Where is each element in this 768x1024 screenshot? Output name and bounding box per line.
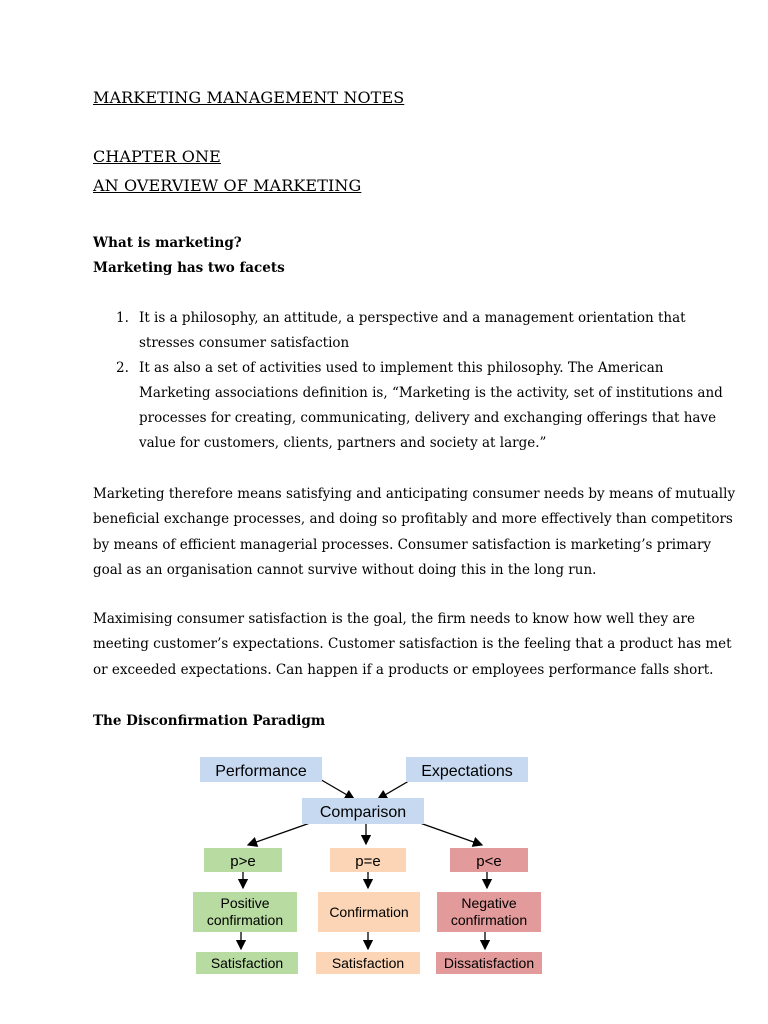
- question-heading: What is marketing?: [93, 235, 242, 251]
- negative-label: Negative: [461, 895, 517, 911]
- confirmation-label: Confirmation: [329, 904, 409, 920]
- positive-label: Positive: [220, 895, 270, 911]
- performance-label: Performance: [215, 763, 307, 780]
- negative-confirmation-label: confirmation: [450, 912, 528, 928]
- paragraph-marketing-definition: [93, 482, 736, 583]
- list-line: value for customers, clients, partners and society at large.”: [139, 435, 547, 451]
- p-equal-e-label: p=e: [355, 853, 381, 870]
- diagram-heading: The Disconfirmation Paradigm: [93, 713, 326, 729]
- paragraph-line: meeting customer’s expectations. Customer satisfaction is the feeling that a product has met: [93, 636, 732, 653]
- paragraph-line: by means of efficient managerial processes. Consumer satisfaction is marketing’s primary: [93, 536, 712, 553]
- chapter-label: CHAPTER ONE: [93, 147, 221, 166]
- arrow-performance-comparison: [318, 778, 354, 799]
- paragraph-line: Marketing therefore means satisfying and anticipating consumer needs by means of mutually: [93, 486, 736, 502]
- paragraph-consumer-satisfaction: [93, 607, 732, 683]
- list-line: Marketing associations definition is, “Marketing is the activity, set of institutions and: [139, 385, 723, 401]
- list-line: processes for creating, communicating, delivery and exchanging offerings that have: [139, 410, 717, 426]
- paragraph-line: beneficial exchange processes, and doing so profitably and more effectively than competitors: [93, 511, 733, 528]
- list-line: stresses consumer satisfaction: [139, 335, 350, 351]
- chapter-title: AN OVERVIEW OF MARKETING: [93, 176, 362, 195]
- disconfirmation-diagram: [180, 748, 560, 988]
- paragraph-line: or exceeded expectations. Can happen if a products or employees performance falls short.: [93, 661, 714, 678]
- document-title: MARKETING MANAGEMENT NOTES: [93, 88, 405, 107]
- list-number: 1.: [116, 310, 129, 326]
- dissatisfaction-label: Dissatisfaction: [443, 955, 535, 971]
- list-number: 2.: [116, 360, 129, 376]
- list-line: It as also a set of activities used to implement this philosophy. The American: [139, 360, 664, 376]
- expectations-label: Expectations: [421, 763, 513, 780]
- paragraph-line: Maximising consumer satisfaction is the goal, the firm needs to know how well they are: [93, 611, 695, 627]
- arrow-comparison-pge: [248, 823, 310, 845]
- comparison-label: Comparison: [319, 804, 407, 821]
- arrow-comparison-plt: [420, 823, 482, 845]
- list-line: It is a philosophy, an attitude, a perspective and a management orientation that: [139, 310, 686, 326]
- p-less-e-label: p<e: [476, 853, 502, 870]
- facets-heading: Marketing has two facets: [93, 260, 285, 276]
- p-greater-e-label: p>e: [230, 853, 256, 870]
- satisfaction-positive-label: Satisfaction: [210, 955, 284, 971]
- satisfaction-confirmation-label: Satisfaction: [331, 955, 405, 971]
- positive-confirmation-label: confirmation: [206, 912, 284, 928]
- paragraph-line: goal as an organisation cannot survive without doing this in the long run.: [93, 561, 597, 578]
